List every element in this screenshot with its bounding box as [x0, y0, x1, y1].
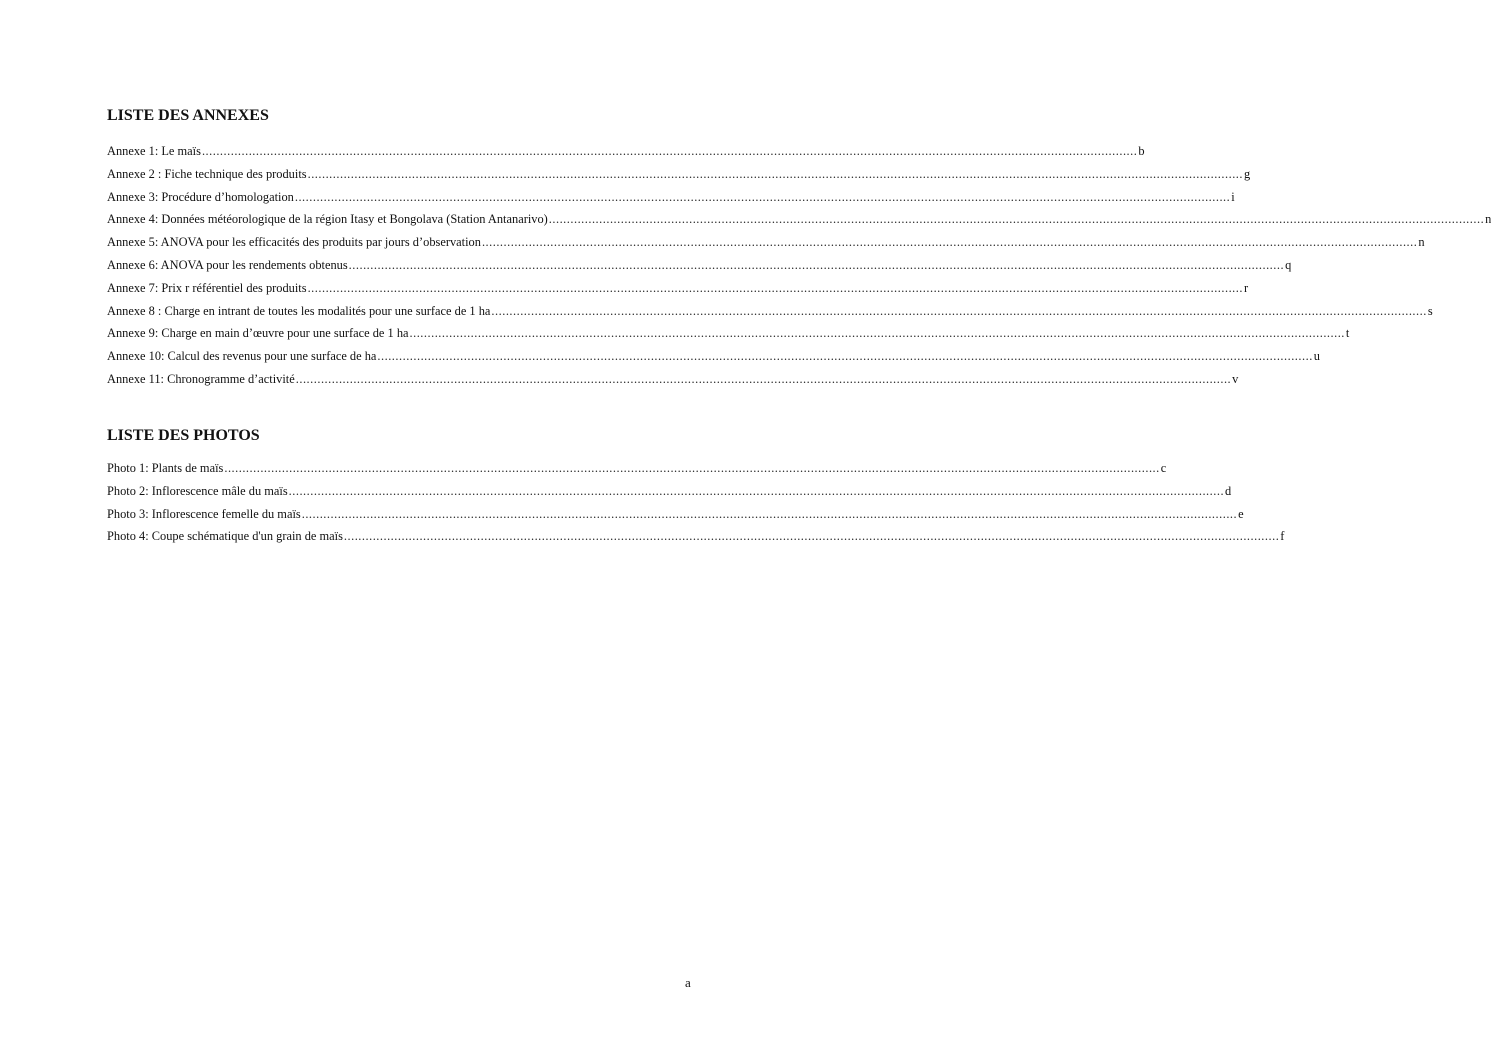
toc-entry-page: e	[1238, 506, 1244, 521]
toc-entry[interactable]	[107, 189, 1235, 213]
toc-entry[interactable]	[107, 212, 1491, 235]
toc-entry[interactable]	[107, 529, 1285, 552]
dot-leader: ....................................................................................................................................................................................................................................................................	[307, 166, 1243, 181]
toc-entry-page: i	[1231, 189, 1235, 204]
toc-entry-page: t	[1345, 326, 1350, 341]
dot-leader: ....................................................................................................................................................................................................................................................................	[301, 506, 1238, 521]
toc-entry-label: Annexe 3: Procédure d’homologation	[107, 189, 294, 204]
toc-entry-label: Annexe 9: Charge en main d’œuvre pour une surface de 1 ha	[107, 326, 409, 341]
toc-entry-label: Annexe 1: Le maïs	[107, 144, 201, 158]
toc-entry-page: s	[1427, 303, 1433, 318]
toc-entry[interactable]	[107, 166, 1251, 190]
toc-entry-label: Photo 4: Coupe schématique d'un grain de maïs	[107, 529, 343, 544]
toc-entry[interactable]	[107, 280, 1249, 304]
toc-entry[interactable]	[107, 461, 1167, 484]
toc-entry-page: f	[1280, 529, 1285, 544]
toc-entry-page: b	[1138, 144, 1145, 158]
toc-entry-label: Annexe 5: ANOVA pour les efficacités des produits par jours d’observation	[107, 235, 481, 250]
dot-leader: ....................................................................................................................................................................................................................................................................	[348, 257, 1285, 272]
toc-entry[interactable]	[107, 303, 1433, 327]
toc-entry[interactable]	[107, 371, 1239, 395]
photos-title: LISTE DES PHOTOS	[107, 427, 260, 444]
toc-entry-page: n	[1485, 212, 1491, 227]
dot-leader: ....................................................................................................................................................................................................................................................................	[224, 461, 1160, 475]
toc-entry-page: c	[1160, 461, 1167, 475]
toc-entry-page: n	[1418, 235, 1425, 250]
toc-entry[interactable]	[107, 326, 1350, 349]
toc-entry-label: Annexe 6: ANOVA pour les rendements obtenus	[107, 257, 348, 272]
toc-entry[interactable]	[107, 349, 1320, 372]
dot-leader: ....................................................................................................................................................................................................................................................................	[377, 349, 1313, 364]
toc-entry[interactable]	[107, 483, 1232, 507]
toc-entry[interactable]	[107, 257, 1292, 281]
annexes-list	[107, 144, 1491, 395]
page-number: a	[685, 975, 691, 990]
toc-entry-page: v	[1232, 371, 1239, 386]
toc-entry[interactable]	[107, 144, 1145, 167]
dot-leader: ....................................................................................................................................................................................................................................................................	[294, 189, 1231, 204]
dot-leader: ....................................................................................................................................................................................................................................................................	[307, 280, 1243, 295]
toc-entry-label: Photo 2: Inflorescence mâle du maïs	[107, 483, 288, 498]
dot-leader: ....................................................................................................................................................................................................................................................................	[491, 303, 1427, 318]
toc-entry-label: Annexe 4: Données météorologique de la région Itasy et Bongolava (Station Antanarivo)	[107, 212, 548, 227]
toc-entry-label: Annexe 11: Chronogramme d’activité	[107, 371, 295, 386]
toc-entry-label: Annexe 7: Prix r référentiel des produits	[107, 280, 307, 295]
toc-entry-page: g	[1243, 166, 1251, 181]
dot-leader: ....................................................................................................................................................................................................................................................................	[201, 144, 1138, 158]
toc-entry-label: Photo 3: Inflorescence femelle du maïs	[107, 506, 301, 521]
toc-entry-page: d	[1225, 483, 1232, 498]
dot-leader: ....................................................................................................................................................................................................................................................................	[409, 326, 1345, 341]
toc-entry-label: Annexe 10: Calcul des revenus pour une surface de ha	[107, 349, 377, 364]
dot-leader: ....................................................................................................................................................................................................................................................................	[295, 371, 1232, 386]
dot-leader: ....................................................................................................................................................................................................................................................................	[548, 212, 1485, 227]
dot-leader: ....................................................................................................................................................................................................................................................................	[343, 529, 1280, 544]
toc-entry-page: u	[1313, 349, 1320, 364]
toc-entry-label: Photo 1: Plants de maïs	[107, 461, 224, 475]
toc-entry[interactable]	[107, 506, 1244, 530]
toc-entry-page: q	[1285, 257, 1292, 272]
annexes-title: LISTE DES ANNEXES	[107, 107, 269, 124]
toc-entry-page: r	[1243, 280, 1249, 295]
photos-list	[107, 461, 1285, 552]
dot-leader: ....................................................................................................................................................................................................................................................................	[481, 235, 1418, 250]
toc-entry[interactable]	[107, 235, 1425, 258]
toc-entry-label: Annexe 8 : Charge en intrant de toutes les modalités pour une surface de 1 ha	[107, 303, 491, 318]
dot-leader: ....................................................................................................................................................................................................................................................................	[288, 483, 1225, 498]
toc-entry-label: Annexe 2 : Fiche technique des produits	[107, 166, 307, 181]
